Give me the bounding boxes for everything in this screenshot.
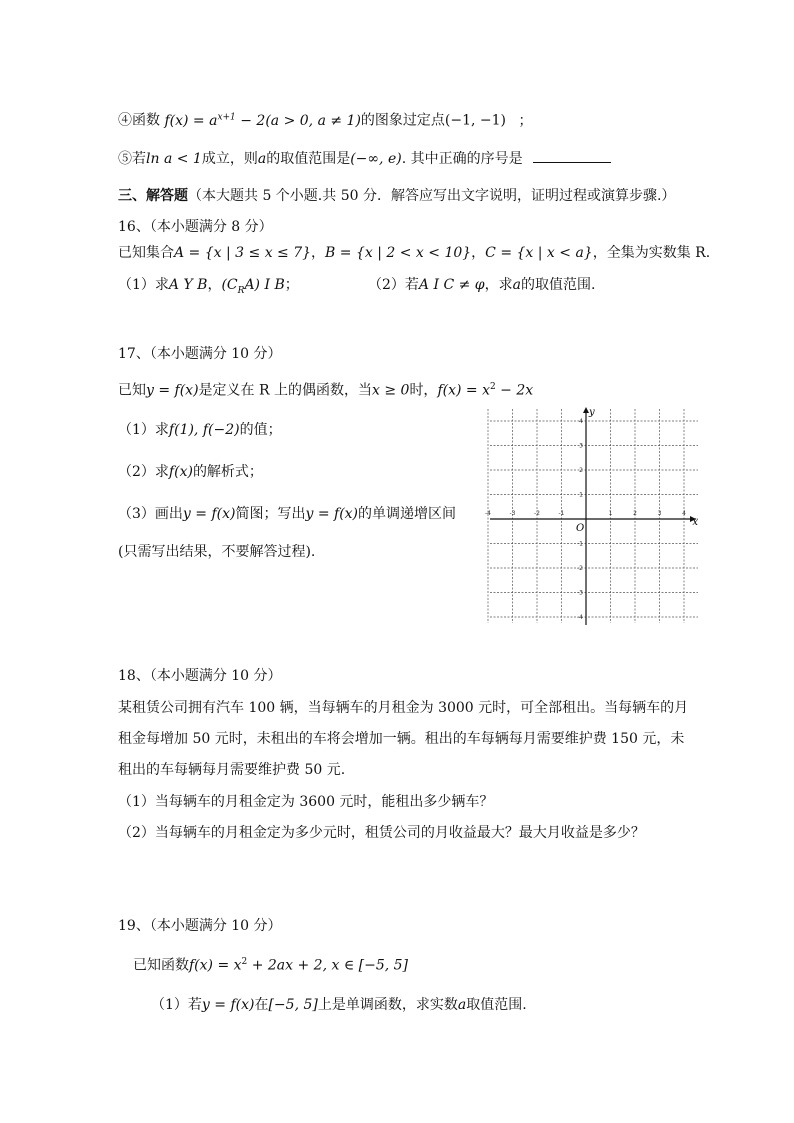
text: ； xyxy=(284,277,299,293)
text: 已知集合 xyxy=(118,245,174,261)
text: 的取值范围. xyxy=(520,277,596,293)
y-tick-label: -3 xyxy=(577,589,583,597)
text: ， xyxy=(471,245,486,261)
text: ，求 xyxy=(484,277,513,293)
text: 已知 xyxy=(118,382,146,399)
y-tick-label: -1 xyxy=(577,540,583,548)
range: (−∞, e) xyxy=(350,151,402,167)
y-axis-label: y xyxy=(589,407,595,418)
formula: + 2ax + 2, x ∈ [−5, 5] xyxy=(247,957,409,974)
q16-part1 xyxy=(118,275,299,301)
variable: a xyxy=(257,151,267,167)
formula: f(1), f(−2) xyxy=(168,422,240,438)
y-tick-label: 2 xyxy=(579,467,583,474)
q18-header: 18、（本小题满分 10 分） xyxy=(118,668,282,684)
y-tick-label: 1 xyxy=(579,491,583,499)
text: 的值； xyxy=(239,422,282,438)
statement-number: ⑤ xyxy=(118,151,132,167)
text: （1）求 xyxy=(118,422,169,438)
q19-stem xyxy=(133,952,408,976)
variable: a xyxy=(512,277,521,293)
text: ； xyxy=(518,112,533,129)
point: (−1, −1) xyxy=(444,112,507,129)
exponent: x+1 xyxy=(217,112,236,122)
coordinate-grid xyxy=(485,405,700,627)
grid-svg xyxy=(485,405,700,627)
formula: A) I B xyxy=(244,277,285,293)
section-header xyxy=(118,186,675,206)
text: ， xyxy=(311,245,326,261)
formula xyxy=(164,113,360,129)
text: 取值范围. xyxy=(466,997,527,1013)
origin-label: O xyxy=(576,523,585,534)
formula: f(x) xyxy=(168,464,193,480)
formula: f(x) = x xyxy=(437,382,490,399)
q17-part1 xyxy=(118,420,282,440)
text: 若 xyxy=(132,151,146,167)
set-b: B = {x | 2 < x < 10} xyxy=(325,245,472,261)
statement-4 xyxy=(118,107,532,131)
text: 是定义在 R 上的偶函数，当 xyxy=(198,382,372,399)
text: （1）若 xyxy=(151,997,202,1013)
y-tick-label: 3 xyxy=(579,442,583,450)
q16-part2 xyxy=(368,275,595,295)
formula: A Y B xyxy=(168,277,208,293)
text: 已知函数 xyxy=(133,957,189,974)
q17-stem xyxy=(118,377,533,401)
text: 成立，则 xyxy=(201,151,258,167)
formula: − 2x xyxy=(495,382,534,399)
x-tick-label: -4 xyxy=(485,510,491,517)
exponent: 2 xyxy=(241,957,248,967)
variable: a xyxy=(457,997,467,1013)
set-a: A = {x | 3 ≤ x ≤ 7} xyxy=(174,245,312,261)
q17-note: (只需写出结果，不要解答过程). xyxy=(118,544,316,560)
q17-part2 xyxy=(118,462,263,482)
formula: y = f(x) xyxy=(305,506,359,522)
interval: [−5, 5] xyxy=(268,997,318,1013)
x-tick-label: 3 xyxy=(657,510,662,517)
x-tick-label: -2 xyxy=(534,510,540,517)
text: 的图象过定点 xyxy=(360,112,445,129)
formula: ln a < 1 xyxy=(146,151,202,167)
q16-header: 16、（本小题满分 8 分） xyxy=(118,219,273,235)
set-c: C = {x | x < a} xyxy=(485,245,593,261)
formula: x ≥ 0 xyxy=(372,382,410,399)
q18-part1: （1）当每辆车的月租金定为 3600 元时，能租出多少辆车？ xyxy=(118,794,494,810)
formula-text: f(x) = a xyxy=(164,112,218,129)
x-tick-label: 4 xyxy=(682,510,686,517)
formula-text: − 2(a > 0, a ≠ 1) xyxy=(235,112,361,129)
text: 在 xyxy=(254,997,269,1013)
q19-part1 xyxy=(151,995,527,1015)
text: 时， xyxy=(409,382,438,399)
formula: f(x) = x xyxy=(189,957,242,974)
text: . 其中正确的序号是 xyxy=(401,151,523,167)
q17-part3 xyxy=(118,504,456,524)
y-tick-label: -2 xyxy=(577,565,583,572)
y-tick-label: -4 xyxy=(577,614,583,621)
y-tick-label: 4 xyxy=(579,418,583,425)
text: ，全集为实数集 R. xyxy=(592,245,711,261)
q18-part2: （2）当每辆车的月租金定为多少元时，租赁公司的月收益最大？最大月收益是多少？ xyxy=(118,825,645,841)
q18-line3: 租出的车每辆每月需要维护费 50 元. xyxy=(118,762,346,778)
statement-number: ④ xyxy=(118,112,132,129)
q16-stem xyxy=(118,243,710,263)
text: （1）求 xyxy=(118,277,169,293)
q18-line2: 租金每增加 50 元时，未租出的车将会增加一辆。租出的车每辆每月需要维护费 150 元，未 xyxy=(118,731,685,747)
text: 的取值范围是 xyxy=(266,151,351,167)
exponent: 2 xyxy=(489,382,496,392)
text: （2）若 xyxy=(368,277,419,293)
x-axis-label: x xyxy=(692,517,698,528)
statement-5 xyxy=(118,148,611,169)
formula: (C xyxy=(221,277,238,293)
text: 的解析式； xyxy=(192,464,263,480)
x-tick-label: 2 xyxy=(633,510,637,517)
formula: y = f(x) xyxy=(201,997,255,1013)
text: （2）求 xyxy=(118,464,169,480)
answer-blank[interactable] xyxy=(533,148,611,163)
text: 的单调递增区间 xyxy=(358,506,457,522)
text: 上是单调函数，求实数 xyxy=(317,997,458,1013)
x-tick-label: -1 xyxy=(558,510,565,517)
x-tick-label: 1 xyxy=(608,510,613,517)
subscript: R xyxy=(237,285,245,296)
text: 简图；写出 xyxy=(235,506,306,522)
section-note: （本大题共 5 个小题.共 50 分．解答应写出文字说明，证明过程或演算步骤.） xyxy=(188,188,676,204)
q18-line1: 某租赁公司拥有汽车 100 辆，当每辆车的月租金为 3000 元时，可全部租出。当每辆车的月 xyxy=(118,700,689,716)
x-tick-label: -3 xyxy=(509,510,516,517)
text: ， xyxy=(207,277,222,293)
section-title: 三、解答题 xyxy=(118,188,188,204)
formula: A I C ≠ φ xyxy=(418,277,485,293)
text: 函数 xyxy=(132,112,160,129)
q17-header: 17、（本小题满分 10 分） xyxy=(118,346,282,362)
text: （3）画出 xyxy=(118,506,183,522)
formula: y = f(x) xyxy=(182,506,236,522)
formula: y = f(x) xyxy=(146,382,199,399)
q19-header: 19、（本小题满分 10 分） xyxy=(118,918,282,934)
